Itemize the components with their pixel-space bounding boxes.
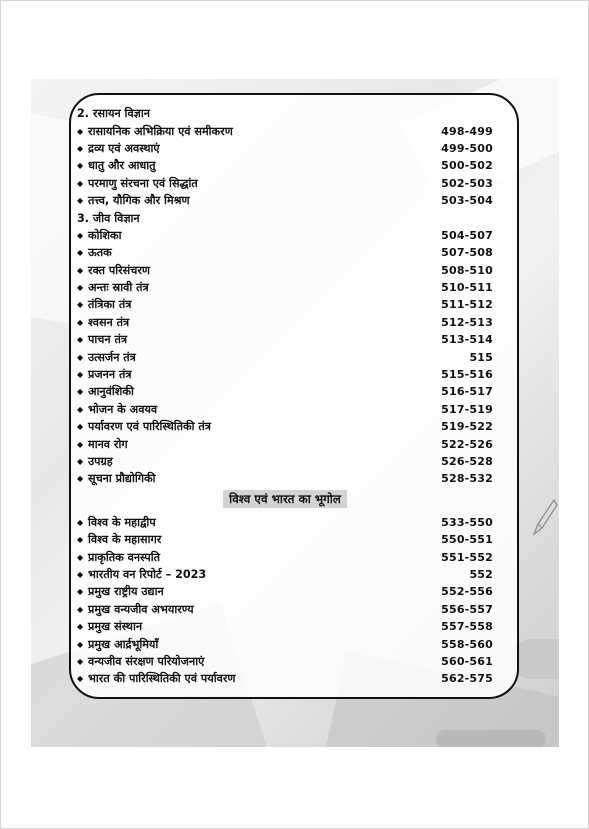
entry-label: उपग्रह bbox=[88, 455, 113, 468]
entry-label: प्रजनन तंत्र bbox=[88, 368, 132, 382]
toc-entry bbox=[77, 635, 493, 652]
bullet-icon: ◆ bbox=[77, 517, 84, 527]
entry-label: रक्त परिसंचरण bbox=[88, 263, 151, 277]
entry-label: मानव रोग bbox=[88, 437, 128, 451]
bullet-icon: ◆ bbox=[77, 639, 84, 649]
bullet-icon: ◆ bbox=[77, 387, 84, 397]
entry-pages: 513-514 bbox=[441, 333, 493, 347]
toc-entry bbox=[77, 157, 493, 174]
entry-label: उत्सर्जन तंत्र bbox=[88, 350, 136, 364]
toc-entry bbox=[77, 470, 493, 487]
bullet-icon: ◆ bbox=[77, 265, 84, 275]
entry-label: तत्त्व, यौगिक और मिश्रण bbox=[88, 194, 190, 208]
entry-pages: 562-575 bbox=[441, 672, 493, 686]
entry-pages: 551-552 bbox=[441, 550, 493, 564]
entry-label: पाचन तंत्र bbox=[88, 333, 128, 347]
toc-entry bbox=[77, 566, 493, 583]
toc-entry bbox=[77, 618, 493, 635]
entry-pages: 516-517 bbox=[441, 385, 493, 399]
toc-entry bbox=[77, 244, 493, 261]
entry-pages: 550-551 bbox=[441, 533, 493, 547]
toc-entry bbox=[77, 331, 493, 348]
entry-pages: 533-550 bbox=[441, 515, 493, 529]
pen-icon bbox=[528, 498, 558, 538]
entry-label: धातु और आधातु bbox=[88, 159, 156, 173]
entry-pages: 526-528 bbox=[441, 455, 493, 468]
entry-pages: 512-513 bbox=[441, 315, 493, 329]
toc-entry bbox=[77, 548, 493, 565]
entry-label: भारत की पारिस्थितिकी एवं पर्यावरण bbox=[88, 672, 236, 686]
entry-label: प्रमुख संस्थान bbox=[88, 620, 143, 634]
entry-pages: 500-502 bbox=[441, 159, 493, 173]
background-shape bbox=[436, 730, 546, 747]
entry-label: रासायनिक अभिक्रिया एवं समीकरण bbox=[88, 124, 233, 138]
bullet-icon: ◆ bbox=[77, 622, 84, 632]
entry-pages: 557-558 bbox=[441, 620, 493, 634]
toc-entry bbox=[77, 401, 493, 418]
bullet-icon: ◆ bbox=[77, 457, 84, 466]
toc-entry bbox=[77, 383, 493, 400]
toc-entry bbox=[77, 140, 493, 157]
entry-pages: 522-526 bbox=[441, 437, 493, 451]
entry-label: विश्व के महाद्वीप bbox=[88, 515, 156, 529]
section-heading bbox=[77, 209, 493, 226]
entry-pages: 504-507 bbox=[441, 228, 493, 242]
bullet-icon: ◆ bbox=[77, 248, 84, 258]
toc-entry bbox=[77, 583, 493, 600]
entry-pages: 498-499 bbox=[441, 124, 493, 138]
toc-entry bbox=[77, 653, 493, 670]
entry-label: प्रमुख वन्यजीव अभयारण्य bbox=[88, 602, 194, 616]
entry-pages: 517-519 bbox=[441, 402, 493, 416]
bullet-icon: ◆ bbox=[77, 404, 84, 414]
section-heading bbox=[77, 105, 493, 122]
bullet-icon: ◆ bbox=[77, 317, 84, 327]
toc-entry bbox=[77, 348, 493, 365]
bullet-icon: ◆ bbox=[77, 283, 84, 293]
entry-pages: 519-522 bbox=[441, 420, 493, 434]
entry-label: प्रमुख राष्ट्रीय उद्यान bbox=[88, 585, 164, 599]
entry-pages: 515-516 bbox=[441, 368, 493, 382]
toc-entry bbox=[77, 296, 493, 313]
entry-pages: 511-512 bbox=[441, 298, 493, 312]
entry-label: ऊतक bbox=[88, 246, 112, 260]
entry-pages: 528-532 bbox=[441, 472, 493, 486]
bullet-icon: ◆ bbox=[77, 335, 84, 345]
toc-entry bbox=[77, 531, 493, 548]
geography-heading: विश्व एवं भारत का भूगोल bbox=[223, 490, 347, 508]
bullet-icon: ◆ bbox=[77, 126, 84, 136]
toc-entry bbox=[77, 314, 493, 331]
bullet-icon: ◆ bbox=[77, 552, 84, 562]
toc-entry bbox=[77, 670, 493, 687]
toc-entry bbox=[77, 601, 493, 618]
toc-entry bbox=[77, 227, 493, 244]
bullet-icon: ◆ bbox=[77, 161, 84, 171]
entry-label: अन्तः स्रावी तंत्र bbox=[88, 281, 149, 295]
bullet-icon: ◆ bbox=[77, 439, 84, 449]
entry-label: विश्व के महासागर bbox=[88, 533, 162, 547]
toc-entry bbox=[77, 192, 493, 209]
entry-label: प्रमुख आर्द्रभूमियाँ bbox=[88, 637, 159, 651]
bullet-icon: ◆ bbox=[77, 196, 84, 206]
entry-pages: 510-511 bbox=[441, 281, 493, 295]
entry-label: सूचना प्रौद्योगिकी bbox=[88, 472, 156, 486]
bullet-icon: ◆ bbox=[77, 300, 84, 310]
bullet-icon: ◆ bbox=[77, 604, 84, 614]
entry-pages: 508-510 bbox=[441, 263, 493, 277]
entry-label: भोजन के अवयव bbox=[88, 402, 158, 416]
entry-label: प्राकृतिक वनस्पति bbox=[88, 550, 161, 564]
toc-entry bbox=[77, 279, 493, 296]
table-of-contents bbox=[77, 105, 493, 688]
toc-entry bbox=[77, 262, 493, 279]
toc-entry bbox=[77, 453, 493, 470]
geography-heading-row bbox=[77, 489, 493, 509]
section-title: 3. जीव विज्ञान bbox=[77, 211, 140, 225]
entry-pages: 556-557 bbox=[441, 602, 493, 616]
entry-pages: 507-508 bbox=[441, 246, 493, 260]
section-title: 2. रसायन विज्ञान bbox=[77, 107, 150, 121]
bullet-icon: ◆ bbox=[77, 143, 84, 153]
toc-entry bbox=[77, 175, 493, 192]
entry-label: वन्यजीव संरक्षण परियोजनाएं bbox=[88, 654, 205, 668]
toc-entry bbox=[77, 366, 493, 383]
toc-entry bbox=[77, 122, 493, 139]
bullet-icon: ◆ bbox=[77, 587, 84, 597]
bullet-icon: ◆ bbox=[77, 535, 84, 545]
bullet-icon: ◆ bbox=[77, 178, 84, 188]
bullet-icon: ◆ bbox=[77, 422, 84, 432]
entry-label: द्रव्य एवं अवस्थाएं bbox=[88, 141, 160, 155]
bullet-icon: ◆ bbox=[77, 370, 84, 380]
entry-label: भारतीय वन रिपोर्ट – 2023 bbox=[88, 567, 207, 581]
entry-label: श्वसन तंत्र bbox=[88, 315, 130, 329]
bullet-icon: ◆ bbox=[77, 569, 84, 579]
bullet-icon: ◆ bbox=[77, 474, 84, 484]
entry-label: परमाणु संरचना एवं सिद्धांत bbox=[88, 176, 198, 190]
entry-label: कोशिका bbox=[88, 228, 122, 242]
entry-pages: 560-561 bbox=[441, 654, 493, 668]
entry-pages: 552-556 bbox=[441, 585, 493, 599]
bullet-icon: ◆ bbox=[77, 656, 84, 666]
toc-entry bbox=[77, 514, 493, 531]
toc-entry bbox=[77, 418, 493, 435]
entry-pages: 515 bbox=[469, 350, 493, 364]
entry-label: पर्यावरण एवं पारिस्थितिकी तंत्र bbox=[88, 420, 211, 434]
entry-label: आनुवंशिकी bbox=[88, 385, 134, 399]
entry-pages: 499-500 bbox=[441, 141, 493, 155]
bullet-icon: ◆ bbox=[77, 352, 84, 362]
toc-entry bbox=[77, 435, 493, 452]
entry-pages: 503-504 bbox=[441, 194, 493, 208]
entry-pages: 552 bbox=[469, 567, 493, 581]
entry-label: तंत्रिका तंत्र bbox=[88, 298, 132, 312]
entry-pages: 502-503 bbox=[441, 176, 493, 190]
entry-pages: 558-560 bbox=[441, 637, 493, 651]
bullet-icon: ◆ bbox=[77, 230, 84, 240]
bullet-icon: ◆ bbox=[77, 674, 84, 684]
